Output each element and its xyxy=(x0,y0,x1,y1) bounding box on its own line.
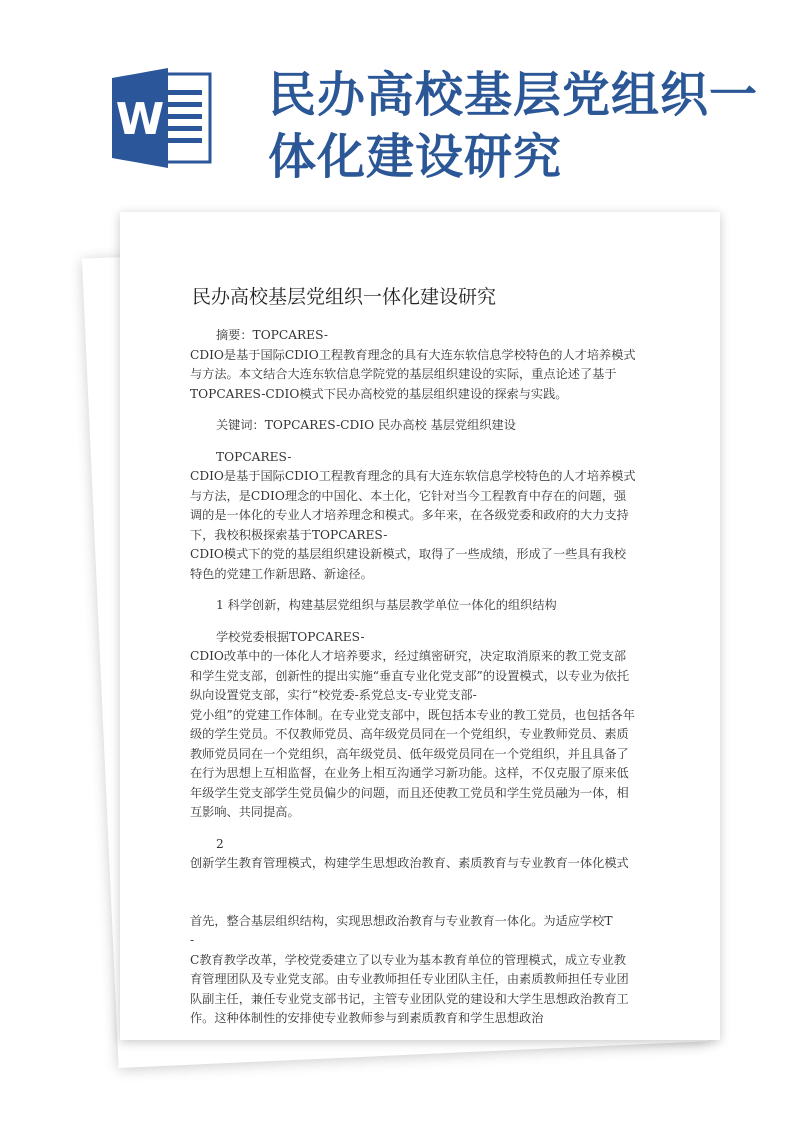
paragraph-gap xyxy=(190,886,638,912)
section-1-heading: 1 科学创新，构建基层党组织与基层教学单位一体化的组织结构 xyxy=(216,598,557,612)
word-document-icon xyxy=(112,64,216,172)
intro-paragraph: TOPCARES- CDIO是基于国际CDIO工程教育理念的具有大连东软信息学校特色的人才培养模式与方法，是CDIO理念的中国化、本土化，它针对当今工程教育中存在的问题，强调的是一体化的专业人才培养理念和模式。多年来，在各级党委和政府的大力支持下，我校积极探索基于TOPCARES- CDIO模式下的党的基层组织建设新模式，取得了一些成绩，形成了一些具有我校特色的党建工作新思路、新途径。 xyxy=(190,449,636,581)
section-2-heading: 2 创新学生教育管理模式，构建学生思想政治教育、素质教育与专业教育一体化模式 xyxy=(190,836,629,870)
headline-line-1: 民办高校基层党组织一 xyxy=(268,67,759,123)
document-page xyxy=(120,212,720,1040)
section-1-paragraph: 学校党委根据TOPCARES- CDIO改革中的一体化人才培养要求，经过缜密研究，决定取消原来的教工党支部和学生党支部，创新性的提出实施“垂直专业化党支部”的设置模式，以专业为依托纵向设置党支部，实行“校党委-系党总支-专业党支部- 党小组”的党建工作体制。在专业党支部中，既包括本专业的教工党员，也包括各年级的学生党员。不仅教师党员、高年级党员同在一个党组织，专业教师党员、素质教师党员同在一个党组织，高年级党员、低年级党员同在一个党组织，并且具备了在行为思想上互相监督，在业务上相互沟通学习新功能。这样，不仅克服了原来低年级学生党支部学生党员偏少的问题，而且还使教工党员和学生党员融为一体，相互影响、共同提高。 xyxy=(190,629,635,819)
page-headline xyxy=(268,64,788,188)
document-body xyxy=(190,326,638,1040)
keywords-line: 关键词：TOPCARES-CDIO 民办高校 基层党组织建设 xyxy=(216,418,516,432)
word-icon-letter: W xyxy=(115,94,165,145)
abstract-paragraph: 摘要：TOPCARES- CDIO是基于国际CDIO工程教育理念的具有大连东软信息学校特色的人才培养模式与方法。本文结合大连东软信息学院党的基层组织建设的实际，重点论述了基于TOPCARES-CDIO模式下民办高校党的基层组织建设的探索与实践。 xyxy=(190,328,636,401)
section-2-paragraph: 首先，整合基层组织结构，实现思想政治教育与专业教育一体化。为适应学校T - C教育教学改革，学校党委建立了以专业为基本教育单位的管理模式，成立专业教育管理团队及专业党支部。由专业教师担任专业团队主任，由素质教师担任专业团队副主任，兼任专业党支部书记，主管专业团队党的建设和大学生思想政治教育工作。这种体制性的安排使专业教师参与到素质教育和学生思想政治 xyxy=(190,913,629,1025)
headline-line-2: 体化建设研究 xyxy=(268,129,563,185)
document-title: 民办高校基层党组织一体化建设研究 xyxy=(192,286,497,308)
